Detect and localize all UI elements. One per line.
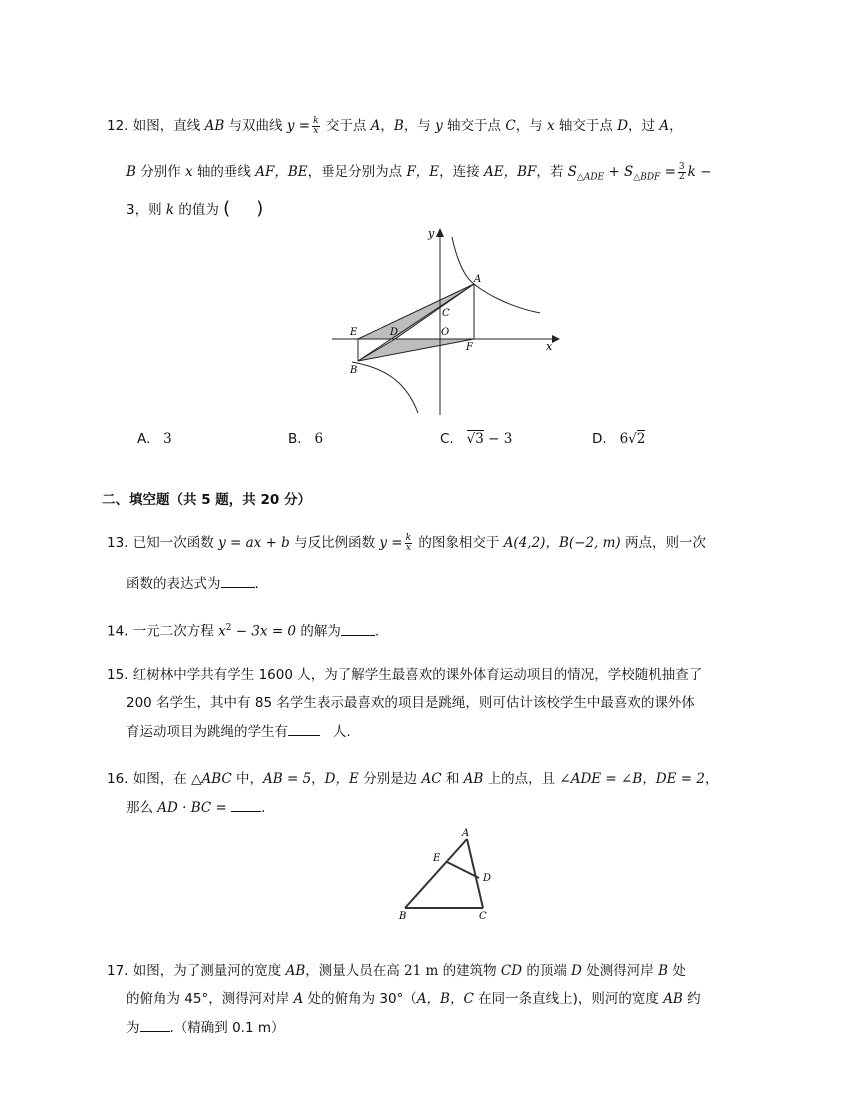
q12-text: ，与: [403, 118, 431, 134]
label-b: B: [350, 365, 358, 376]
side-ab: [405, 839, 467, 908]
option-a[interactable]: [137, 431, 172, 447]
q13-answer-blank[interactable]: [221, 573, 255, 588]
q12-fraction: $\frac{k}{x}$: [313, 115, 319, 136]
q12-text: ，过: [628, 118, 656, 134]
x-axis-arrow: [552, 335, 560, 343]
q12-line3: [126, 199, 263, 220]
q12-math: △ADE: [576, 172, 605, 183]
option-c-rest: − 3: [483, 431, 513, 447]
q17-answer-blank[interactable]: [140, 1017, 170, 1032]
label-a: A: [462, 828, 470, 839]
q15-number: 15.: [107, 667, 129, 683]
q17-text: 的顶端: [526, 963, 567, 979]
q12-math: +: [608, 164, 620, 180]
q17-text: 的建筑物: [442, 963, 497, 979]
q17-text: 在同一条直线上)，则河的宽度: [478, 991, 659, 1007]
q12-text: 轴交于点: [558, 118, 613, 134]
q12-math: B: [126, 164, 136, 180]
q12-math: x: [546, 118, 555, 134]
hyperbola-branch-right: [452, 237, 540, 313]
option-d[interactable]: [592, 431, 645, 447]
q16-text: 和: [445, 771, 460, 787]
q16-line1: [107, 769, 718, 789]
q12-math: △BDF: [633, 172, 661, 183]
q12-math: =: [664, 164, 676, 180]
option-b-label: B.: [288, 431, 302, 447]
q17-math: A，B，C: [416, 991, 474, 1007]
q16-end: .: [261, 800, 266, 816]
triangle-ade-shade: [358, 284, 474, 339]
q13-math: A(4,2)，B(−2, m): [503, 535, 621, 551]
q17-text: ，测量人员在高: [305, 963, 400, 979]
q12-math: S: [567, 164, 577, 180]
q12-math: y =: [286, 118, 311, 134]
q12-text: 交于点: [325, 118, 367, 134]
q17-math: 21 m: [404, 963, 439, 979]
q14-end: .: [374, 623, 380, 640]
q16-math: ∠ADE = ∠B，DE = 2: [559, 771, 705, 787]
option-d-sqrt: √2: [628, 431, 646, 447]
label-y: y: [428, 227, 435, 240]
q13-line2: [126, 573, 259, 594]
hyperbola-branch-left: [352, 362, 418, 413]
label-c: C: [479, 911, 487, 922]
q12-math: B: [393, 118, 404, 134]
q12-text: 与双曲线: [228, 118, 283, 134]
q17-math: AB: [285, 963, 306, 979]
q12-text: 的值为: [178, 202, 219, 218]
q13-end: .: [254, 576, 259, 592]
q12-text: 分别作: [140, 164, 181, 180]
q14-text: 的解为: [300, 623, 341, 640]
label-e: E: [433, 853, 441, 864]
q12-text: 3，则: [126, 202, 162, 218]
q14-number: 14.: [107, 623, 129, 640]
q15-line2: 200 名学生，其中有 85 名学生表示最喜欢的项目是跳绳，则可估计该校学生中最喜欢的课外体: [126, 695, 695, 711]
q12-fraction: $\frac{3}{2}$: [678, 161, 685, 182]
q12-math: S: [624, 164, 634, 180]
q13-text: 已知一次函数: [132, 535, 214, 551]
q12-math: x: [185, 164, 193, 180]
option-a-label: A.: [137, 431, 151, 447]
answer-paren-close: ): [256, 198, 264, 219]
option-a-value: 3: [163, 431, 172, 447]
q14-line: [107, 618, 379, 642]
q12-math: C: [505, 118, 516, 134]
q16-number: 16.: [107, 771, 129, 787]
q17-math: B: [658, 963, 669, 979]
q16-text: 如图，在: [132, 771, 187, 787]
q15-line1: [107, 665, 702, 685]
q13-math: y = ax + b: [218, 535, 290, 551]
y-axis-arrow: [436, 228, 444, 237]
option-d-label: D.: [592, 431, 607, 447]
label-e: E: [350, 327, 358, 338]
q12-line1: 12. 如图，直线 AB 与双曲线 y = $\frac{k}{x}$ 交于点 A，B，与 y 轴交于点 C，与 x 轴交于点 D，过 A，: [107, 115, 683, 136]
q13-text: 两点，则一次: [624, 535, 706, 551]
q17-line2: [126, 989, 701, 1009]
q17-line1: [107, 961, 686, 981]
q16-text: ，: [311, 771, 325, 787]
label-c: C: [442, 308, 450, 319]
q14-math: − 3x = 0: [231, 623, 297, 640]
option-b-value: 6: [314, 431, 324, 447]
q17-math: A: [293, 991, 304, 1007]
q17-line3: [126, 1017, 285, 1038]
q15-text: 育运动项目为跳绳的学生有: [126, 724, 288, 740]
q16-math: AB: [463, 771, 484, 787]
q12-line2: [126, 162, 711, 188]
q16-math: D，E: [324, 771, 359, 787]
q12-math: A: [370, 118, 381, 134]
answer-paren-open: (: [223, 198, 231, 219]
q17-math: D: [571, 963, 582, 979]
q12-math: AB: [204, 118, 225, 134]
q14-math: 2: [225, 623, 232, 633]
q15-text: 人.: [332, 724, 351, 740]
q16-math: △ABC: [191, 771, 232, 787]
q16-math: AD · BC =: [157, 800, 227, 816]
q13-text: 的图象相交于: [418, 535, 500, 551]
q17-number: 17.: [107, 963, 129, 979]
q17-math: CD: [500, 963, 523, 979]
q16-figure: [395, 825, 500, 923]
q17-text: 处测得河岸: [586, 963, 654, 979]
q17-text: 约: [687, 991, 701, 1007]
q17-text: 处的俯角为 30°（: [307, 991, 417, 1007]
option-c-label: C.: [440, 431, 454, 447]
q17-text: 处: [672, 963, 686, 979]
q12-figure: [330, 225, 560, 417]
q12-math: A: [659, 118, 670, 134]
q12-math: AF，BE: [255, 164, 308, 180]
q12-math: y: [435, 118, 443, 134]
q12-text: 轴的垂线: [196, 164, 251, 180]
q16-answer-blank[interactable]: [231, 797, 261, 812]
q16-text: 中，: [236, 771, 264, 787]
option-d-value: 6: [619, 431, 629, 447]
q16-text: 上的点，且: [487, 771, 556, 787]
q16-math: AB = 5: [263, 771, 312, 787]
q12-math: D: [617, 118, 629, 134]
q13-number: 13.: [107, 535, 129, 551]
q12-math: AE，BF: [483, 164, 537, 180]
label-o: O: [441, 327, 450, 338]
q16-math: AC: [421, 771, 442, 787]
label-f: F: [466, 342, 473, 353]
label-a: A: [474, 274, 482, 285]
q12-text: 轴交于点: [447, 118, 502, 134]
label-d: D: [390, 327, 399, 338]
q12-number: 12.: [107, 118, 129, 134]
q17-math: AB: [663, 991, 683, 1007]
q16-text: ，: [704, 771, 719, 787]
q17-text: .（精确到 0.1 m）: [169, 1020, 285, 1036]
q17-text: 为: [126, 1020, 140, 1036]
q12-text: ，若: [536, 164, 564, 180]
q12-text: ，垂足分别为点: [307, 164, 403, 180]
option-b[interactable]: [288, 431, 323, 447]
label-d: D: [483, 873, 492, 884]
q16-text: 那么: [126, 800, 153, 816]
q16-line2: [126, 797, 265, 818]
q12-math: F，E: [406, 164, 440, 180]
q12-math: k: [165, 202, 175, 218]
q12-text: 如图，直线: [132, 118, 201, 134]
option-c[interactable]: [440, 431, 512, 447]
q15-answer-blank[interactable]: [288, 721, 320, 736]
label-x: x: [546, 340, 553, 353]
q13-fraction: $\frac{k}{x}$: [405, 532, 412, 553]
q13-text: 函数的表达式为: [126, 576, 221, 592]
q17-text: 如图，为了测量河的宽度: [132, 963, 282, 979]
q16-text: 分别是边: [363, 771, 418, 787]
q12-math: k −: [687, 164, 712, 180]
q13-line1: [107, 533, 706, 553]
option-c-sqrt: √3: [466, 431, 484, 447]
q14-math: x: [218, 623, 226, 640]
q12-text: ，连接: [439, 164, 480, 180]
q13-text: 与反比例函数: [294, 535, 376, 551]
label-b: B: [399, 911, 407, 922]
q15-line3: [126, 721, 351, 742]
q13-math: y =: [379, 535, 403, 551]
q17-text: 的俯角为 45°，测得河对岸: [126, 991, 290, 1007]
q15-text: 红树林中学共有学生 1600 人，为了解学生最喜欢的课外体育运动项目的情况，学校随机抽查了: [132, 667, 703, 683]
q12-text: ，与: [515, 118, 543, 134]
q14-text: 一元二次方程: [132, 623, 214, 640]
q14-answer-blank[interactable]: [341, 621, 375, 636]
section-title: 二、填空题（共 5 题，共 20 分）: [102, 492, 311, 508]
